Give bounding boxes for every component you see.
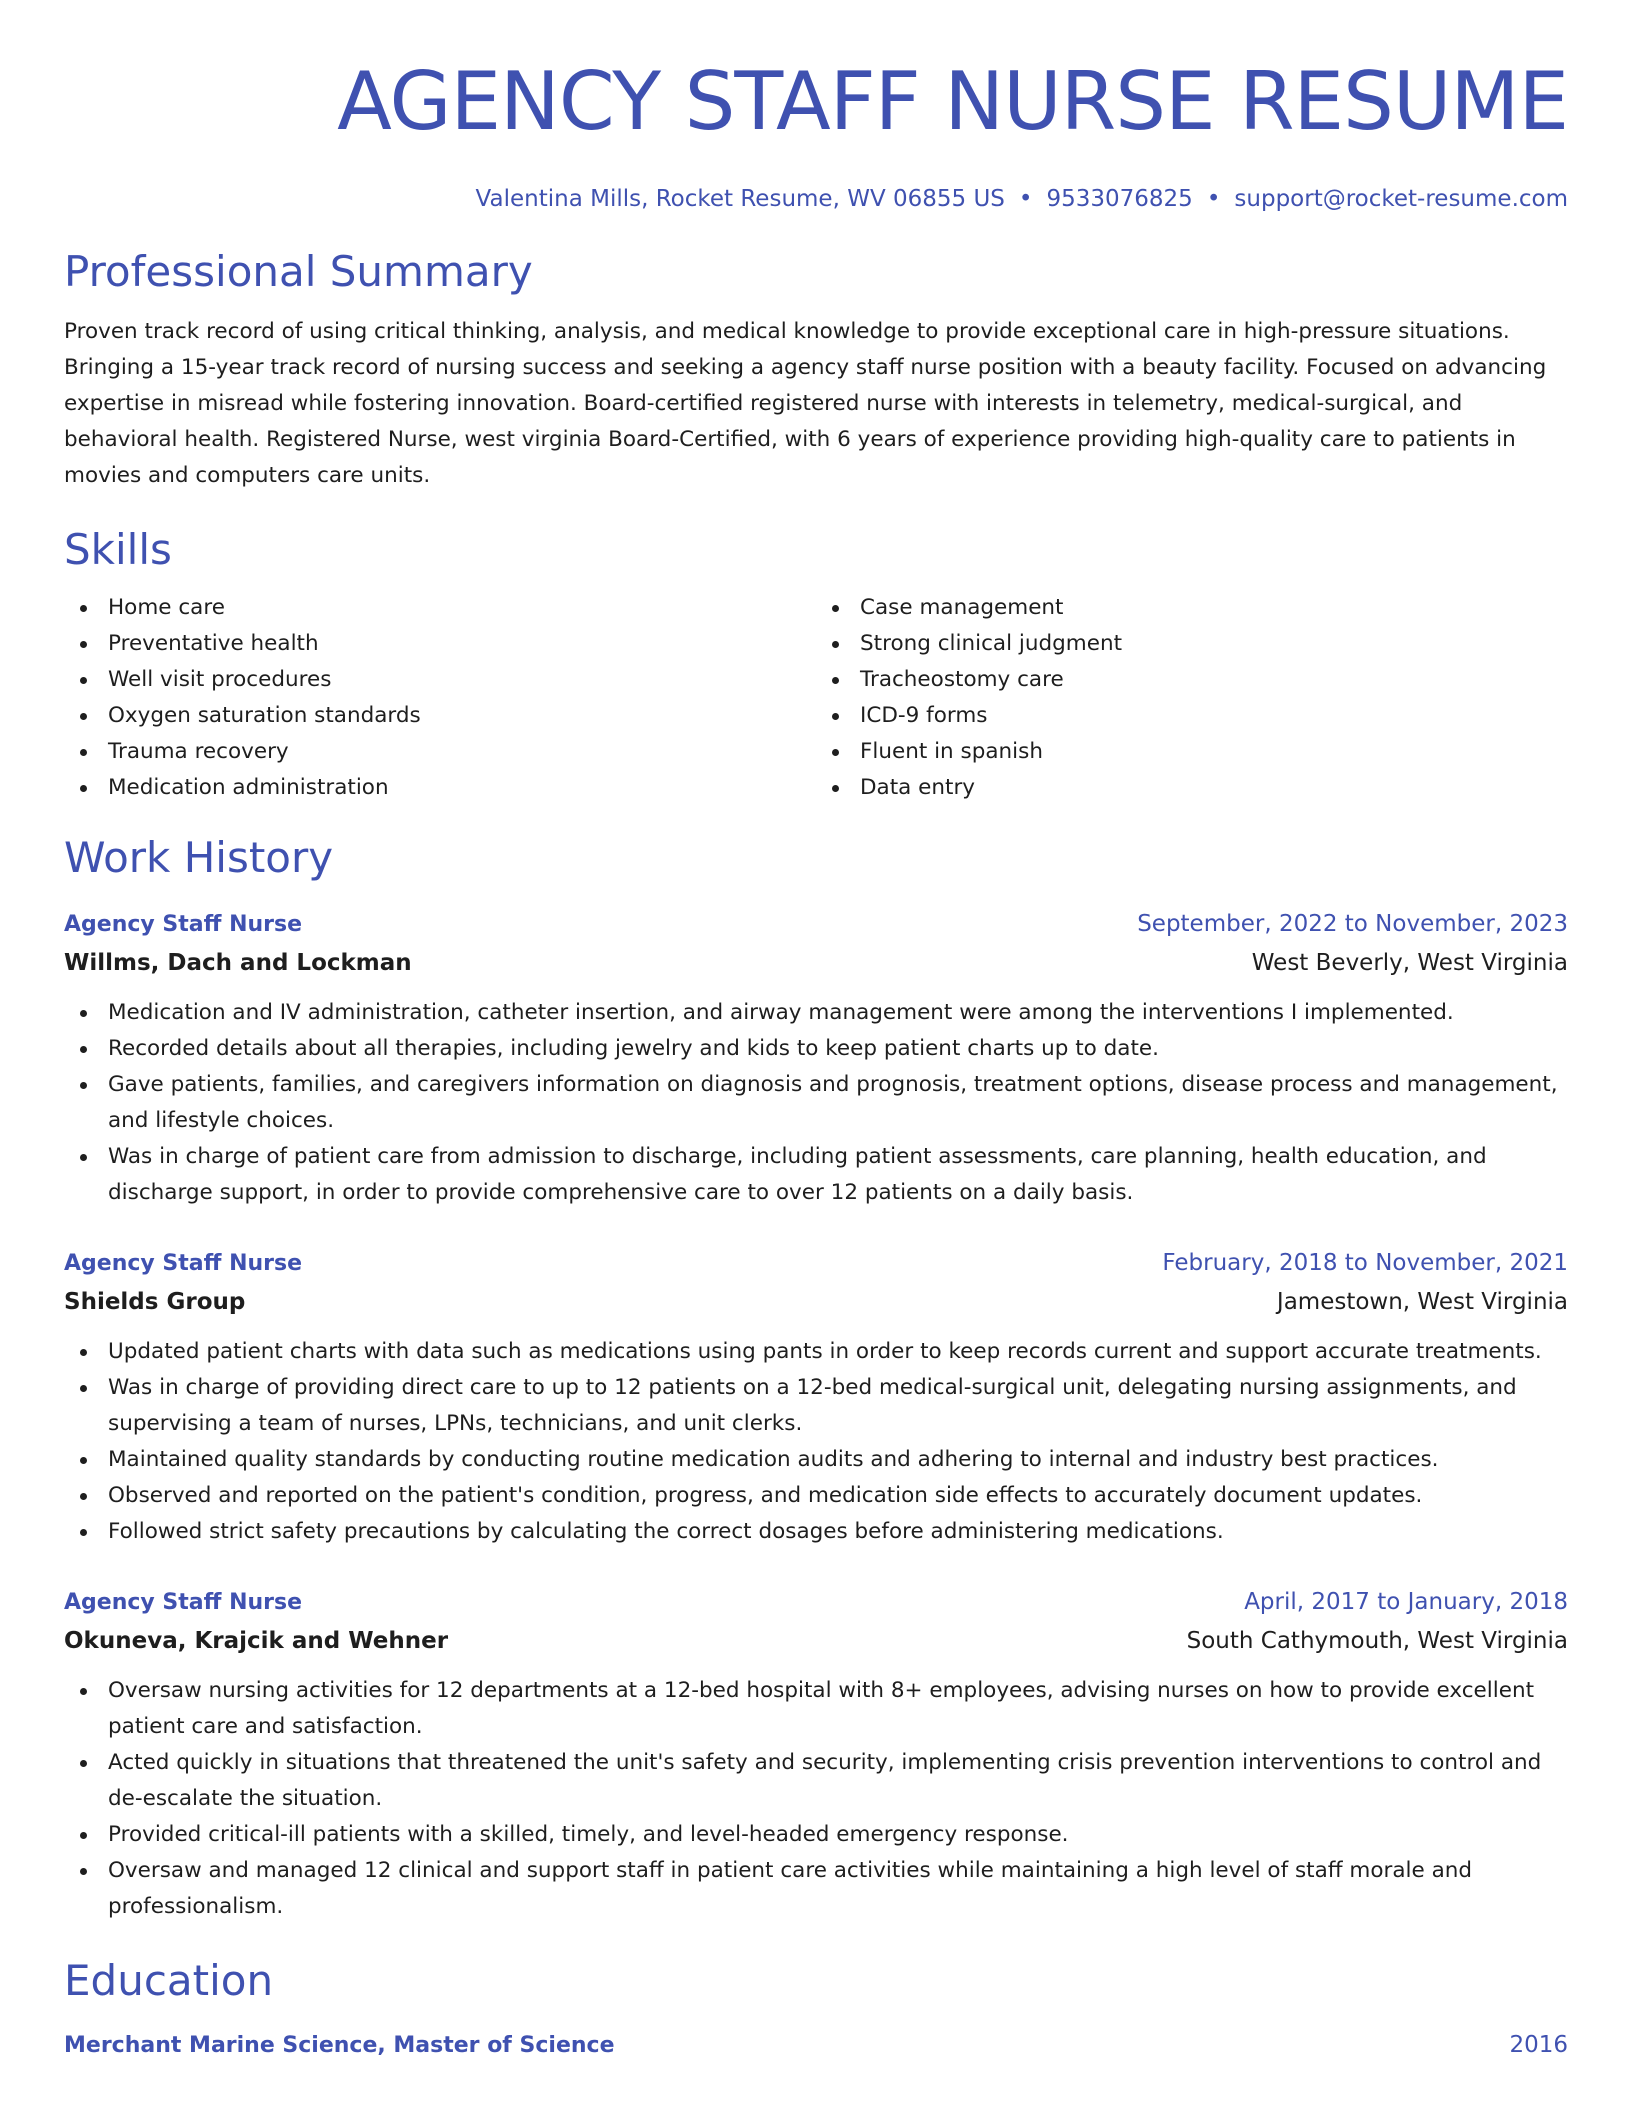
job-location: Jamestown, West Virginia (1276, 1289, 1568, 1315)
job-bullets (64, 1334, 1568, 1550)
skill-item: Medication administration (64, 770, 816, 806)
job-entry (64, 1245, 1568, 1550)
contact-line (64, 184, 1568, 214)
skill-item: Fluent in spanish (816, 734, 1568, 770)
skill-item: Tracheostomy care (816, 662, 1568, 698)
education-year: 2016 (1509, 2032, 1568, 2058)
contact-address: Valentina Mills, Rocket Resume, WV 06855 US (475, 186, 1005, 212)
job-location: South Cathymouth, West Virginia (1186, 1628, 1568, 1654)
job-bullet: Observed and reported on the patient's condition, progress, and medication side effects to accurately document updates. (64, 1478, 1568, 1514)
skill-item: Oxygen saturation standards (64, 698, 816, 734)
education-entry (64, 2027, 1568, 2064)
job-entry (64, 1584, 1568, 1925)
contact-separator: • (1018, 186, 1033, 212)
skill-item: Trauma recovery (64, 734, 816, 770)
job-dates: September, 2022 to November, 2023 (1137, 911, 1568, 937)
skills-column-right (816, 590, 1568, 806)
job-bullets (64, 995, 1568, 1211)
job-location: West Beverly, West Virginia (1251, 950, 1568, 976)
contact-separator: • (1206, 186, 1221, 212)
skill-item: Home care (64, 590, 816, 626)
job-header (64, 906, 1568, 943)
job-employer (64, 1621, 1568, 1661)
job-header (64, 1584, 1568, 1621)
skill-item: Data entry (816, 770, 1568, 806)
job-header (64, 1245, 1568, 1282)
skill-item: ICD-9 forms (816, 698, 1568, 734)
skills-column-left (64, 590, 816, 806)
job-bullet: Was in charge of patient care from admission to discharge, including patient assessments, care planning, health education, and discharge support, in order to provide comprehensive care to over 12 patients on a daily basis. (64, 1139, 1568, 1211)
job-dates: February, 2018 to November, 2021 (1162, 1250, 1568, 1276)
job-title: Agency Staff Nurse (64, 1251, 303, 1276)
job-bullet: Was in charge of providing direct care to up to 12 patients on a 12-bed medical-surgical unit, delegating nursing assignments, and supervising a team of nurses, LPNs, technicians, and unit clerks. (64, 1370, 1568, 1442)
job-bullet: Oversaw nursing activities for 12 departments at a 12-bed hospital with 8+ employees, advising nurses on how to provide excellent patient care and satisfaction. (64, 1673, 1568, 1745)
education-heading: Education (64, 1956, 274, 2005)
skill-item: Preventative health (64, 626, 816, 662)
job-title: Agency Staff Nurse (64, 912, 303, 937)
contact-email[interactable]: support@rocket-resume.com (1234, 186, 1568, 212)
education-degree: Merchant Marine Science, Master of Science (64, 2033, 615, 2058)
skills-list (64, 590, 1568, 806)
job-bullet: Acted quickly in situations that threatened the unit's safety and security, implementing crisis prevention interventions to control and de-escalate the situation. (64, 1745, 1568, 1817)
job-entry (64, 906, 1568, 1211)
skill-item: Case management (816, 590, 1568, 626)
job-company: Okuneva, Krajcik and Wehner (64, 1628, 449, 1654)
job-bullet: Updated patient charts with data such as medications using pants in order to keep records current and support accurate treatments. (64, 1334, 1568, 1370)
resume-title: AGENCY STAFF NURSE RESUME (337, 55, 1568, 148)
job-title: Agency Staff Nurse (64, 1590, 303, 1615)
summary-text: Proven track record of using critical thinking, analysis, and medical knowledge to provide exceptional care in high-pressure situations. Bringing a 15-year track record of nursing success and seeking a agency staff nurse position with a beauty facility. Focused on advancing expertise in misread while fostering innovation. Board-certified registered nurse with interests in telemetry, medical-surgical, and behavioral health. Registered Nurse, west virginia Board-Certified, with 6 years of experience providing high-quality care to patients in movies and computers care units. (64, 319, 1547, 488)
job-bullet: Recorded details about all therapies, including jewelry and kids to keep patient charts up to date. (64, 1031, 1568, 1067)
skill-item: Strong clinical judgment (816, 626, 1568, 662)
job-bullet: Provided critical-ill patients with a skilled, timely, and level-headed emergency response. (64, 1817, 1568, 1853)
job-bullet: Maintained quality standards by conducting routine medication audits and adhering to internal and industry best practices. (64, 1442, 1568, 1478)
job-bullet: Gave patients, families, and caregivers information on diagnosis and prognosis, treatment options, disease process and management, and lifestyle choices. (64, 1067, 1568, 1139)
job-employer (64, 943, 1568, 983)
job-bullets (64, 1673, 1568, 1925)
job-dates: April, 2017 to January, 2018 (1244, 1589, 1568, 1615)
summary-heading: Professional Summary (64, 247, 533, 296)
work-history-heading: Work History (64, 833, 334, 882)
job-company: Willms, Dach and Lockman (64, 950, 412, 976)
job-bullet: Followed strict safety precautions by calculating the correct dosages before administering medications. (64, 1514, 1568, 1550)
job-bullet: Medication and IV administration, catheter insertion, and airway management were among the interventions I implemented. (64, 995, 1568, 1031)
job-employer (64, 1282, 1568, 1322)
job-company: Shields Group (64, 1289, 246, 1315)
contact-phone: 9533076825 (1046, 186, 1193, 212)
job-bullet: Oversaw and managed 12 clinical and support staff in patient care activities while maintaining a high level of staff morale and professionalism. (64, 1853, 1568, 1925)
skills-heading: Skills (64, 525, 172, 574)
skill-item: Well visit procedures (64, 662, 816, 698)
